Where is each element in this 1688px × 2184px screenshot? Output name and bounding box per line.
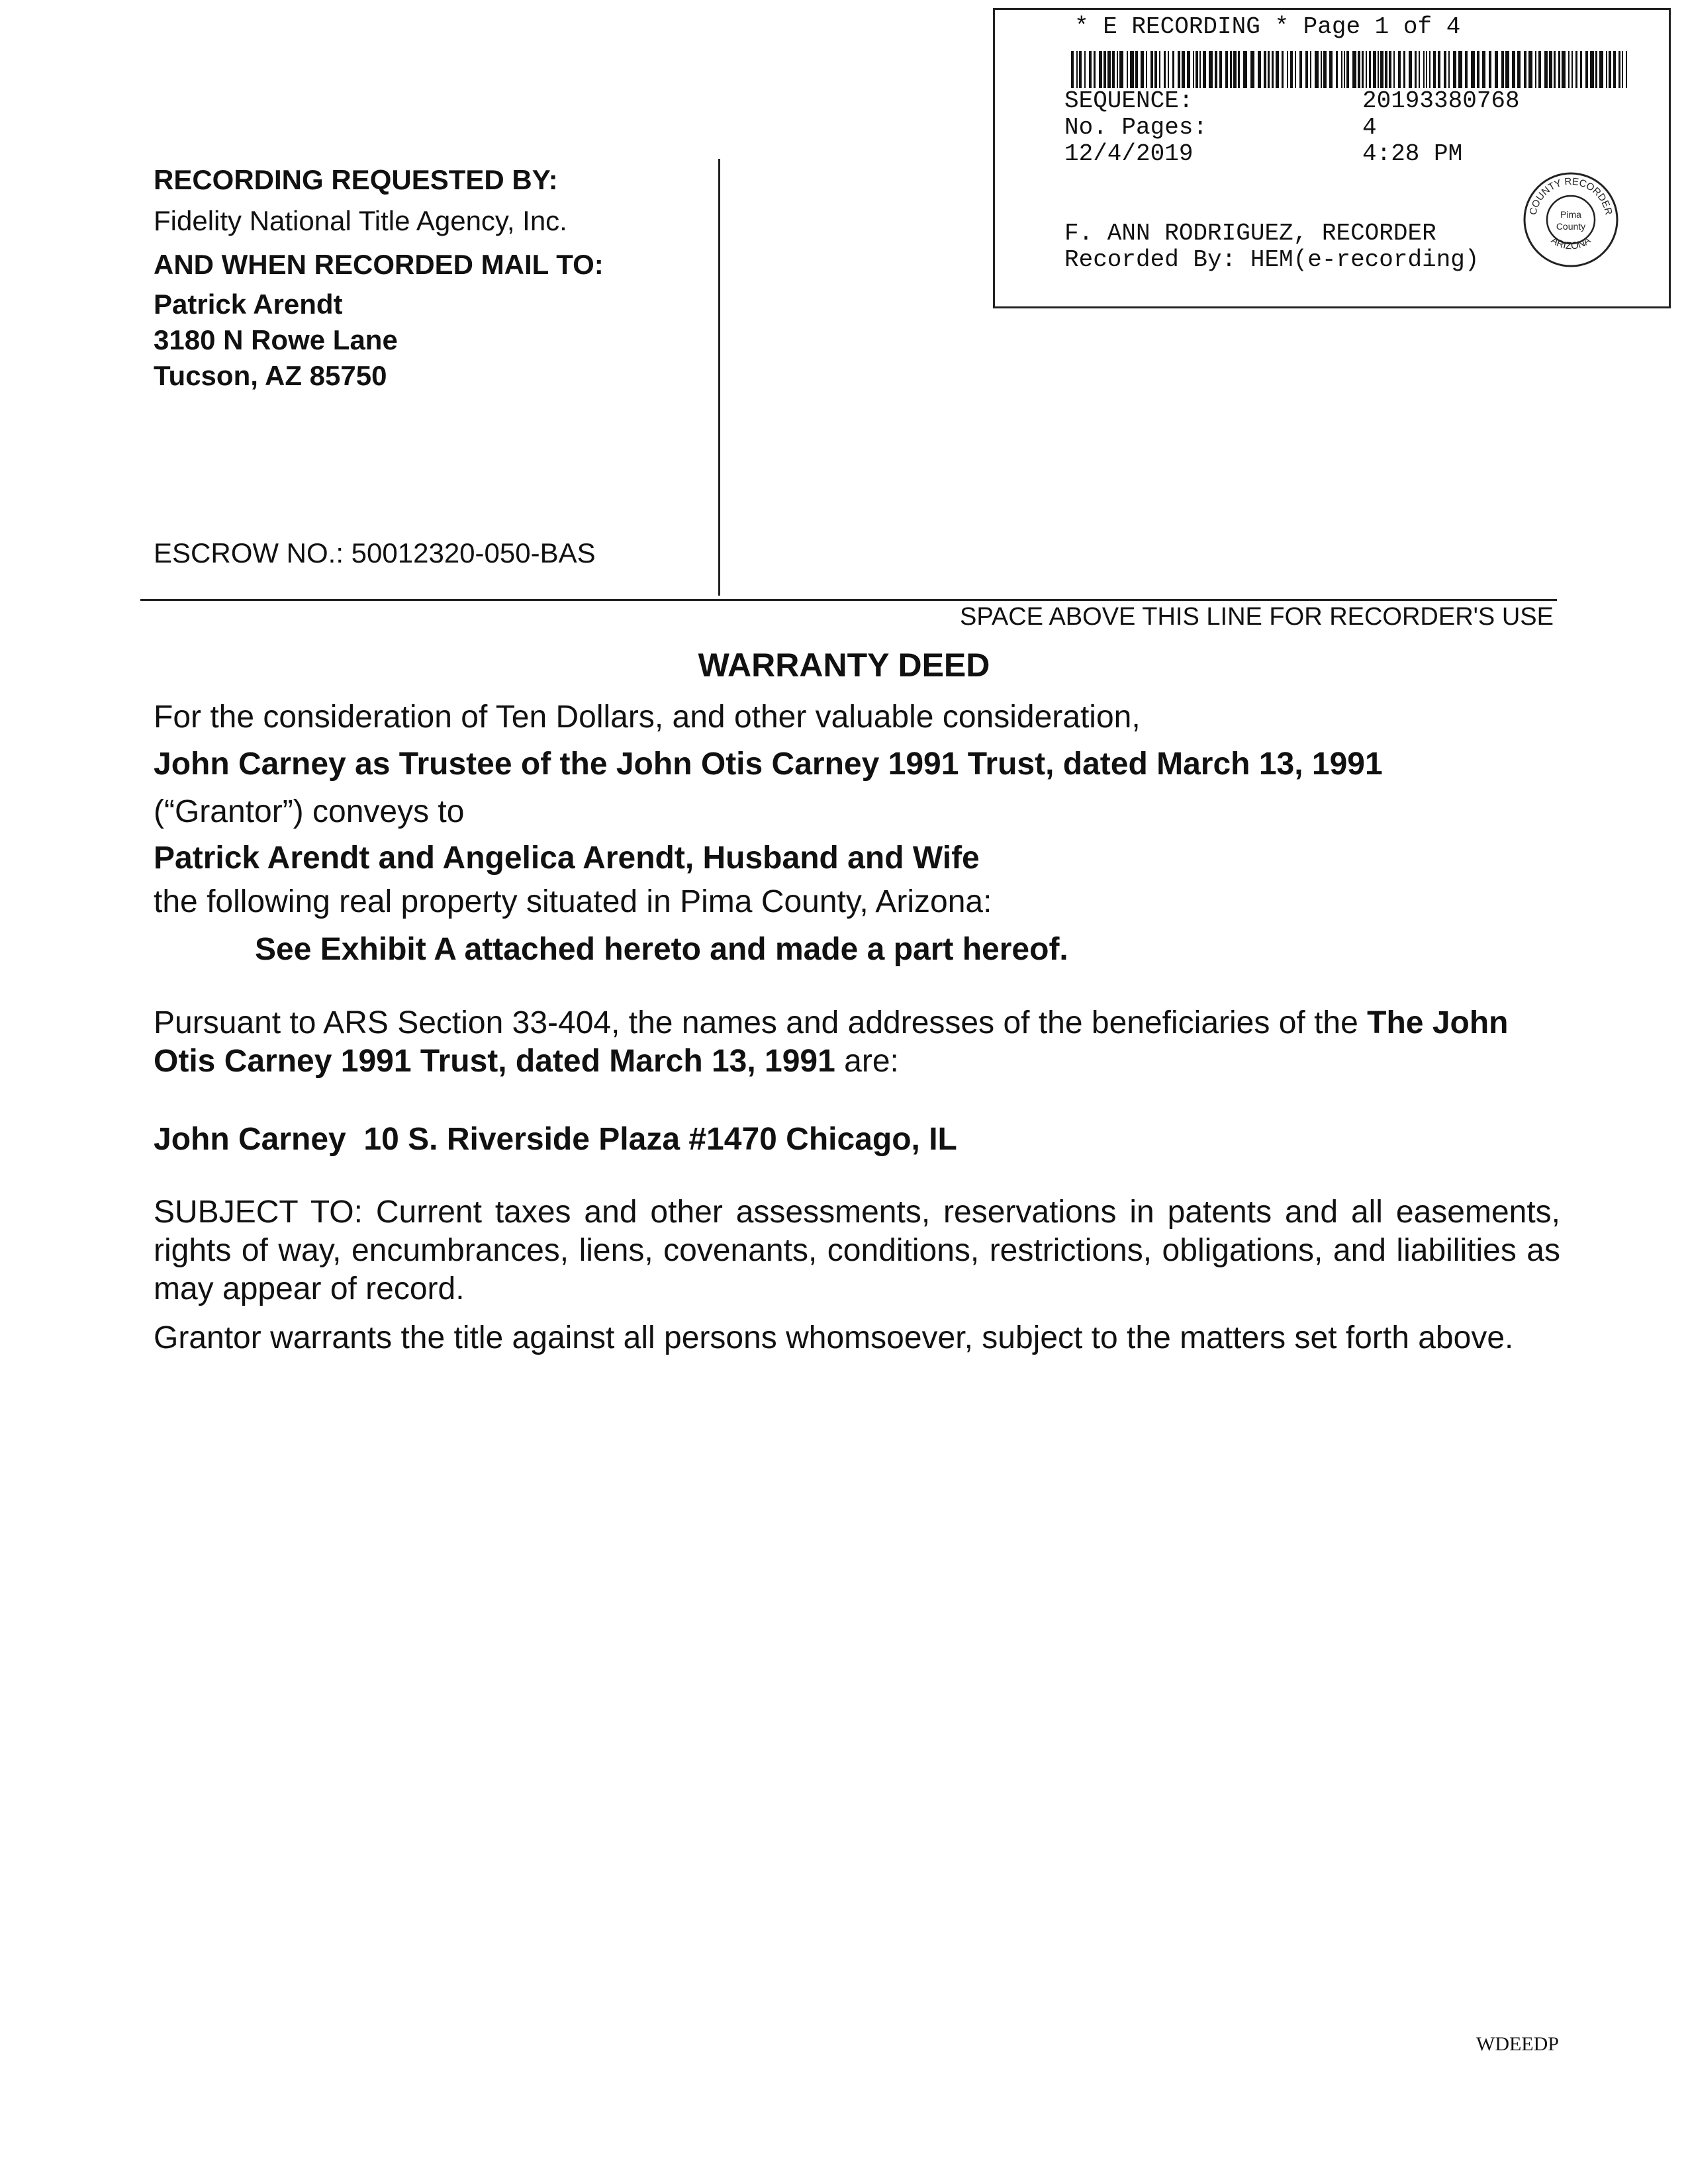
barcode-bar [1426, 51, 1427, 88]
barcode-bar [1264, 51, 1266, 88]
barcode-bar [1329, 51, 1333, 88]
barcode-bar [1369, 51, 1371, 88]
barcode-bar [1595, 51, 1597, 88]
barcode-bar [1168, 51, 1169, 88]
barcode-bar [1203, 51, 1206, 88]
barcode-bar [1571, 51, 1573, 88]
barcode-bar [1079, 51, 1082, 88]
pages-label: No. Pages: [1064, 114, 1208, 141]
barcode-bar [1107, 51, 1111, 88]
barcode-bar [1558, 51, 1560, 88]
barcode-bar [1609, 51, 1611, 88]
deed-title: WARRANTY DEED [698, 647, 990, 684]
conveys-text: (“Grantor”) conveys to [154, 794, 465, 829]
barcode-bar [1164, 51, 1166, 88]
recorder-use-line [140, 599, 1557, 601]
barcode-bar [1336, 51, 1338, 88]
barcode-bar [1538, 51, 1541, 88]
grantor-name: John Carney as Trustee of the John Otis Carney 1991 Trust, dated March 13, 1991 [154, 747, 1383, 782]
pursuant-end: are: [835, 1044, 899, 1079]
barcode-bar [1419, 51, 1420, 88]
recorder-use-note: SPACE ABOVE THIS LINE FOR RECORDER'S USE [960, 603, 1554, 631]
form-code: WDEEDP [1476, 2033, 1559, 2055]
barcode-bar [1209, 51, 1213, 88]
exhibit-reference: See Exhibit A attached hereto and made a part hereof. [255, 932, 1068, 967]
barcode-bar [1366, 51, 1367, 88]
barcode-bar [1448, 51, 1450, 88]
barcode-bar [1146, 51, 1147, 88]
barcode-bar [1433, 51, 1436, 88]
pursuant-trust-name: The John Otis Carney 1991 Trust, dated March 13, 1991 [154, 1005, 1509, 1079]
barcode-bar [1071, 51, 1074, 88]
barcode-bar [1585, 51, 1588, 88]
barcode-bar [1219, 51, 1222, 88]
subject-to-clause: SUBJECT TO: Current taxes and other assessments, reservations in patents and all easements, rights of way, encumbrances, liens, covenants, conditions, restrictions, obligations, and liabilities as may appear of record. [154, 1195, 1560, 1306]
barcode-bar [1117, 51, 1118, 88]
barcode-bar [1505, 51, 1509, 88]
barcode-bar [1385, 51, 1387, 88]
barcode-bar [1580, 51, 1582, 88]
barcode-bar [1613, 51, 1616, 88]
barcode-bar [1423, 51, 1425, 88]
barcode-bar [1287, 51, 1288, 88]
barcode-bar [1323, 51, 1327, 88]
barcode-bar [1282, 51, 1284, 88]
sequence-label: SEQUENCE: [1064, 87, 1194, 114]
barcode-bar [1112, 51, 1115, 88]
seal-top-text: COUNTY RECORDER [1527, 175, 1615, 216]
barcode-bar [1172, 51, 1174, 88]
sequence-value: 20193380768 [1362, 87, 1520, 114]
seal-center-line2: County [1556, 221, 1586, 232]
barcode-bar [1178, 51, 1180, 88]
county-seal-icon [1521, 170, 1620, 269]
barcode-bar [1352, 51, 1356, 88]
barcode-bar [1403, 51, 1405, 88]
recorder-stamp-box [993, 8, 1671, 308]
barcode-bar [1233, 51, 1237, 88]
property-intro: the following real property situated in Pima County, Arizona: [154, 884, 992, 919]
grantee-name: Patrick Arendt and Angelica Arendt, Husband and Wife [154, 841, 980, 876]
barcode-bar [1310, 51, 1311, 88]
mail-to-city: Tucson, AZ 85750 [154, 360, 387, 391]
barcode-bar [1501, 51, 1504, 88]
barcode-bar [1290, 51, 1293, 88]
requested-by-company: Fidelity National Title Agency, Inc. [154, 205, 567, 236]
barcode-bar [1471, 51, 1475, 88]
barcode-bar [1409, 51, 1412, 88]
barcode-bar [1196, 51, 1198, 88]
barcode-bar [1554, 51, 1556, 88]
barcode-bar [1141, 51, 1144, 88]
barcode-bar [1562, 51, 1566, 88]
barcode-bar [1225, 51, 1228, 88]
beneficiary-address: John Carney 10 S. Riverside Plaza #1470 Chicago, IL [154, 1122, 957, 1157]
requested-by-label: RECORDING REQUESTED BY: [154, 164, 558, 195]
barcode-bar [1084, 51, 1086, 88]
barcode-bar [1458, 51, 1462, 88]
warranty-clause: Grantor warrants the title against all persons whomsoever, subject to the matters set forth above. [154, 1320, 1514, 1355]
barcode-bar [1453, 51, 1456, 88]
barcode-bar [1305, 51, 1308, 88]
barcode-bar [1622, 51, 1623, 88]
barcode-bar [1429, 51, 1430, 88]
barcode-bar [1362, 51, 1364, 88]
barcode-bar [1272, 51, 1274, 88]
barcode-bar [1182, 51, 1185, 88]
barcode-bar [1127, 51, 1128, 88]
barcode-bar [1528, 51, 1532, 88]
barcode-bar [1389, 51, 1391, 88]
barcode-bar [1599, 51, 1603, 88]
mail-to-label: AND WHEN RECORDED MAIL TO: [154, 249, 604, 280]
escrow-number: ESCROW NO.: 50012320-050-BAS [154, 537, 596, 569]
barcode-bar [1568, 51, 1570, 88]
barcode-bar [1373, 51, 1376, 88]
recorded-by: Recorded By: HEM(e-recording) [1064, 246, 1479, 273]
barcode-bar [1199, 51, 1201, 88]
barcode-bar [1276, 51, 1279, 88]
beneficiaries-statement [154, 1004, 1564, 1081]
record-date: 12/4/2019 [1064, 140, 1194, 167]
barcode-bar [1393, 51, 1395, 88]
record-time: 4:28 PM [1362, 140, 1463, 167]
header-divider-vertical [718, 159, 720, 596]
barcode-bar [1299, 51, 1302, 88]
barcode-bar [1341, 51, 1342, 88]
barcode-bar [1549, 51, 1552, 88]
barcode-bar [1535, 51, 1536, 88]
barcode-bar [1243, 51, 1247, 88]
barcode-bar [1119, 51, 1123, 88]
barcode-bar [1378, 51, 1379, 88]
pages-value: 4 [1362, 114, 1377, 141]
barcode-bar [1230, 51, 1232, 88]
barcode-bar [1076, 51, 1078, 88]
barcode-bar [1438, 51, 1440, 88]
barcode-bar [1512, 51, 1515, 88]
barcode-bar [1380, 51, 1383, 88]
barcode-bar [1268, 51, 1270, 88]
barcode-bar [1544, 51, 1548, 88]
seal-bottom-text: ARIZONA [1548, 234, 1593, 252]
consideration-text: For the consideration of Ten Dollars, and other valuable consideration, [154, 700, 1141, 735]
barcode-bar [1154, 51, 1157, 88]
barcode-bar [1103, 51, 1106, 88]
barcode-bar [1250, 51, 1254, 88]
barcode-bar [1321, 51, 1322, 88]
barcode-bar [1159, 51, 1160, 88]
pursuant-start: Pursuant to ARS Section 33-404, the names and addresses of the beneficiaries of the [154, 1005, 1368, 1040]
barcode-bar [1150, 51, 1153, 88]
barcode-bar [1315, 51, 1319, 88]
barcode-bar [1398, 51, 1401, 88]
barcode-bar [1295, 51, 1296, 88]
mail-to-street: 3180 N Rowe Lane [154, 324, 398, 355]
barcode-bar [1477, 51, 1479, 88]
barcode-bar [1358, 51, 1360, 88]
recording-header-line: * E RECORDING * Page 1 of 4 [1074, 13, 1461, 40]
barcode-bar [1482, 51, 1485, 88]
barcode-bar [1524, 51, 1526, 88]
barcode-bar [1094, 51, 1096, 88]
barcode-bar [1465, 51, 1468, 88]
barcode-bar [1590, 51, 1594, 88]
barcode-bar [1618, 51, 1620, 88]
barcode-bar [1495, 51, 1498, 88]
barcode-bar [1489, 51, 1491, 88]
barcode-bar [1258, 51, 1261, 88]
barcode-bar [1193, 51, 1194, 88]
barcode-bar [1575, 51, 1577, 88]
barcode-bar [1187, 51, 1190, 88]
barcode-bar [1444, 51, 1446, 88]
barcode [1071, 51, 1627, 88]
barcode-bar [1099, 51, 1102, 88]
barcode-bar [1130, 51, 1134, 88]
seal-center-line1: Pima [1560, 209, 1581, 220]
barcode-bar [1346, 51, 1349, 88]
barcode-bar [1135, 51, 1138, 88]
barcode-bar [1089, 51, 1092, 88]
barcode-bar [1344, 51, 1345, 88]
mail-to-name: Patrick Arendt [154, 289, 343, 320]
barcode-bar [1517, 51, 1521, 88]
recorder-name: F. ANN RODRIGUEZ, RECORDER [1064, 220, 1436, 247]
barcode-bar [1606, 51, 1607, 88]
barcode-bar [1415, 51, 1417, 88]
barcode-bar [1215, 51, 1217, 88]
barcode-bar [1626, 51, 1627, 88]
barcode-bar [1238, 51, 1240, 88]
